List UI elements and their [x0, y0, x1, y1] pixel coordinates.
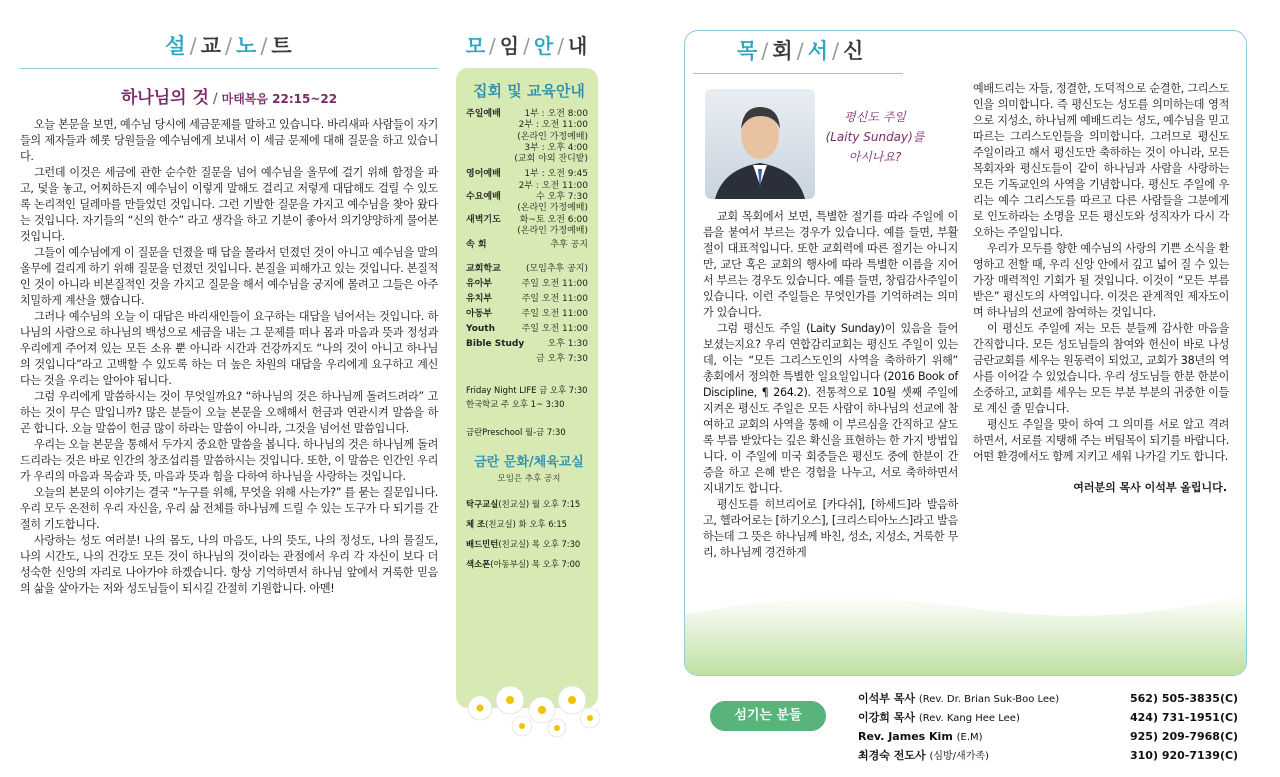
schedule-box: [456, 68, 598, 708]
staff-row: [858, 747, 1258, 766]
class-row: [466, 494, 592, 514]
education-time: (모임추후 공지): [525, 263, 588, 274]
scripture-reference: 마태복음 22:15~22: [221, 92, 338, 106]
class-name: 체 조: [466, 518, 486, 529]
divider: [693, 73, 903, 74]
education-row: [466, 277, 592, 292]
education-name: Youth: [466, 323, 495, 334]
class-name: 배드민턴: [466, 538, 499, 549]
class-row: [466, 514, 592, 534]
staff-list: [858, 690, 1258, 766]
schedule-time: 1부 : 오전 8:00: [524, 109, 588, 119]
schedule-name: 주일예배: [466, 109, 501, 119]
header-char: 서: [807, 39, 830, 63]
schedule-row: [466, 143, 592, 154]
schedule-time: (온라인 가정예배): [517, 131, 588, 142]
meeting-guide-header: 모 / 임 / 안 / 내: [465, 34, 589, 58]
divider: [20, 68, 438, 69]
culture-class-title: 금란 문화/체육교실: [474, 454, 584, 470]
laity-sunday-question: [820, 107, 930, 167]
letter-right-column: [973, 81, 1229, 495]
sermon-paragraph: 그런데 이것은 세금에 관한 순수한 질문을 넘어 예수님을 올무에 걸기 위해 함정을 파고, 덫을 놓고, 어찌하든지 예수님이 이렇게 말해도 걸리고 저렇게 대답해도 걸릴 수 있도록 논리적인 딜레마를 만들었던 것입니다. 그런 기발한 질문을 가지고 예수님을 찾아 왔다는 것입니다. 자기들의 “신의 한수” 라고 생각을 하고 기분이 좋아서 의기양양하게 물어본 것입니다.: [20, 166, 438, 243]
sermon-paragraph: 그럼 우리에게 말씀하시는 것이 무엇일까요? “하나님의 것은 하나님께 돌려드려라” 고 하는 것이 무슨 말입니까? 많은 분들이 오늘 본문을 오해해서 헌금과 연관시켜 말씀을 하곤 합니다. 오늘 말씀이 헌금 많이 하라는 말씀이 아니라, 그것을 넘어선 말씀입니다.: [20, 390, 438, 435]
schedule-name: 새벽기도: [466, 214, 501, 225]
header-char: 안: [533, 34, 555, 58]
schedule-row: [466, 120, 592, 131]
staff-phone: 925) 209-7968(C): [1130, 730, 1239, 743]
class-room: (친교실): [485, 518, 516, 529]
schedule-time: 화~토 오전 6:00: [519, 214, 588, 225]
staff-detail: (Rev. Kang Hee Lee): [918, 713, 1020, 724]
staff-name: 이석부 목사: [858, 692, 915, 705]
staff-row: [858, 709, 1258, 728]
question-line: 평신도 주일: [844, 110, 906, 124]
class-name: 색소폰: [466, 558, 491, 569]
class-row: [466, 534, 592, 554]
letter-paragraph: 우리가 모두를 향한 예수님의 사랑의 기쁜 소식을 환영하고 전할 때, 우리 신앙 안에서 깊고 넓어 질 수 있는 가장 매력적인 기회가 될 것입니다. 이것이 “모든 부름받은” 평신도의 사역입니다. 이것은 관계적인 제자도이며 하나님의 선교에 참여하는 것입니다.: [973, 242, 1229, 319]
education-time: 주일 오전 11:00: [521, 293, 588, 304]
schedule-time: 2부 : 오전 11:00: [518, 180, 588, 191]
letter-paragraph: 평신도 주일을 맞이 하여 그 의미를 서로 알고 격려하면서, 서로를 지탱해 주는 버팀목이 되기를 바랍니다. 어떤 환경에서도 함께 지키고 세워 나가길 기도 합니다.: [973, 418, 1229, 463]
sermon-title: 하나님의 것: [120, 88, 209, 108]
schedule-name: [466, 226, 510, 237]
education-row: [466, 262, 592, 277]
schedule-row: [466, 181, 592, 192]
letter-paragraph: 평신도를 히브리어로 [카다쉬], [하세드]라 발음하고, 헬라어로는 [하기오스], [크리스티아노스]라고 발음하는데 그 뜻은 하나님께 바친, 성소, 지성소, 거룩한 무리, 하나님께 경건하게: [703, 498, 958, 559]
header-char: 내: [567, 34, 589, 58]
sermon-notes-header: 설 / 교 / 노 / 트: [165, 34, 293, 58]
schedule-time: (온라인 가정예배): [517, 203, 588, 214]
education-time: 주일 오전 11:00: [521, 308, 588, 319]
schedule-name: [466, 181, 510, 192]
schedule-row: [466, 169, 592, 180]
class-time: 화 오후 6:15: [518, 518, 567, 529]
schedule-time: (온라인 가정예배): [517, 225, 588, 236]
schedule-row: [466, 240, 592, 251]
schedule-row: [466, 132, 592, 143]
pastor-photo: [705, 89, 815, 199]
staff-detail: (E.M): [956, 732, 983, 743]
staff-detail: (심방/새가족): [929, 751, 989, 762]
schedule-name: [466, 143, 510, 154]
schedule-row: [466, 154, 592, 165]
staff-phone: 562) 505-3835(C): [1130, 692, 1239, 705]
header-char: 신: [843, 39, 865, 63]
program-row: 금란Preschool 월-금 7:30: [466, 426, 566, 437]
education-name: 유아부: [466, 278, 493, 289]
schedule-time: 추후 공지: [550, 240, 588, 251]
education-name: [466, 352, 510, 367]
class-name: 탁구교실: [466, 498, 499, 509]
class-time: 목 오후 7:00: [531, 558, 581, 569]
header-char: 회: [772, 39, 794, 63]
program-row: 한국학교 주 오후 1~ 3:30: [466, 398, 565, 409]
schedule-time: 1부 : 오전 9:45: [524, 169, 588, 180]
header-char: 임: [499, 34, 521, 58]
sermon-paragraph: 그러나 예수님의 오늘 이 대답은 바리새인들이 요구하는 대답을 넘어서는 것입니다. 하나님의 사람으로 하나님의 백성으로 세금을 내는 그 문제를 떠나 몸과 마음과 뜻과 정성과 우리에게 주어져 있는 모든 소유 뿐 아니라 시간과 건강까지도 “나의 것이 아니고 하나님의 것입니다”라고 고백할 수 있도록 하는 더 높은 차원의 대답을 우리에게 요구하고 계신다는 것을 우리는 알아야 됩니다.: [20, 310, 438, 387]
sermon-title-line: 하나님의 것 / 마태복음 22:15~22: [120, 88, 338, 108]
class-room: (아동부실): [490, 558, 530, 569]
staff-name: 최경숙 전도사: [858, 749, 926, 762]
education-time: 주일 오전 11:00: [521, 323, 588, 334]
letter-paragraph: 교회 목회에서 보면, 특별한 절기를 따라 주일에 이름을 붙여서 부르는 경우가 있습니다. 예를 들면, 부활절이 대표적입니다. 또한 교회력에 따른 절기는 아니지만, 교단 혹은 교회의 행사에 따라 특별한 이름을 지어서 부르는 경우도 있습니다. 예를 들면, 창립감사주일이 있습니다. 이런 주일들은 무엇인가를 기억하려는 의미가 있습니다.: [703, 210, 958, 319]
staff-phone: 310) 920-7139(C): [1130, 749, 1239, 762]
header-char: 교: [200, 34, 222, 58]
sermon-paragraph: 사랑하는 성도 여러분! 나의 몸도, 나의 마음도, 나의 뜻도, 나의 정성도, 나의 물질도, 나의 시간도, 나의 건강도 모든 것이 하나님의 것이라는 관점에서 우리 각 자신이 보다 더 성숙한 신앙의 자리로 나아가야 하겠습니다. 항상 기억하면서 하나님 앞에서 거룩한 믿음의 삶을 살아가는 저와 성도님들이 되시길 간절히 기원합니다. 아멘!: [20, 534, 438, 595]
education-name: 아동부: [466, 308, 493, 319]
schedule-name: 영어예배: [466, 169, 501, 180]
letter-paragraph: 그럼 평신도 주일 (Laity Sunday)이 있음을 들어 보셨는지요? 우리 연합감리교회는 평신도 주일이 있는데, 이는 “모든 그리스도인의 사역을 축하하기 위해” 총회에서 정의한 특별한 일요일입니다 (2016 Book of Discipline, ¶ 264.2). 전통적으로 10월 셋째 주일에 지켜온 평신도 주일은 모든 사람이 하나님의 선교에 참여하고 교회의 사역을 통해 이 부르심을 간직하고 살도록 부름 받았다는 깊은 확신을 표현하는 한 가지 방법입니다. 이 주일에 미국 회중들은 평신도 중에 한분이 간증을 하고 은혜 받은 경험을 나누고, 서로 축하하면서 지내기도 합니다.: [703, 322, 958, 495]
question-line: 아시나요?: [848, 150, 902, 164]
sermon-paragraph: 오늘의 본문의 이야기는 결국 “누구를 위해, 무엇을 위해 사는가?” 를 묻는 질문입니다. 우리 모두 온전히 우리 자신을, 우리 삶 전체를 하나님께 드릴 수 있는 도구가 다 되기를 간절히 기도합니다.: [20, 486, 438, 531]
daisy-flowers-illustration: [462, 678, 602, 738]
header-char: 목: [737, 39, 759, 63]
schedule-name: [466, 132, 510, 143]
schedule-row: [466, 203, 592, 214]
pastor-letter-header: 목 / 회 / 서 / 신: [737, 39, 865, 63]
sermon-paragraph: 오늘 본문을 보면, 예수님 당시에 세금문제를 말하고 있습니다. 바리새파 사람들이 자기들의 제자들과 헤롯 당원들을 예수님에게 보내서 이 세금 문제에 대해 질문을 하고 있습니다.: [20, 118, 438, 163]
education-time: 오후 1:30: [547, 338, 588, 349]
staff-label-badge: 섬기는 분들: [710, 701, 826, 731]
education-time: 금 오후 7:30: [535, 353, 588, 364]
schedule-name: 수요예배: [466, 192, 501, 203]
class-room: (친교실): [498, 498, 530, 509]
schedule-name: 속 회: [466, 240, 487, 251]
culture-class-note: 모임은 추후 공지: [497, 473, 561, 484]
header-char: 노: [236, 34, 258, 58]
education-name: 교회학교: [466, 263, 501, 274]
education-row: [466, 322, 592, 337]
schedule-name: [466, 203, 510, 214]
education-name: Bible Study: [466, 338, 525, 349]
staff-row: [858, 728, 1258, 747]
letter-signature: 여러분의 목사 이석부 올립니다.: [1073, 481, 1227, 494]
schedule-time: 3부 : 오후 4:00: [524, 142, 588, 153]
class-row: [466, 554, 592, 574]
sermon-notes-section: [20, 28, 438, 768]
staff-row: [858, 690, 1258, 709]
header-char: 설: [165, 34, 187, 58]
education-name: 유치부: [466, 293, 493, 304]
class-room: (친교실): [498, 538, 530, 549]
schedule-time: (교회 야외 잔디밭): [514, 154, 588, 165]
education-row: [466, 307, 592, 322]
education-row: [466, 352, 592, 367]
staff-name: 이강희 목사: [858, 711, 915, 724]
question-line: (Laity Sunday)를: [825, 130, 925, 144]
education-row: [466, 337, 592, 352]
sermon-paragraph: 그들이 예수님에게 이 질문을 던졌을 때 답을 몰라서 던졌던 것이 아니고 예수님을 말의 올무에 걸리게 하기 위해 질문을 던졌던 것입니다. 본질을 피해가고 있는 것입니다. 본질적인 것이 아니라 비본질적인 것을 가지고 질문을 해서 예수님을 궁지에 몰려고 그들은 아주 치밀하게 계산을 했습니다.: [20, 246, 438, 307]
sermon-body: [20, 117, 438, 597]
staff-detail: (Rev. Dr. Brian Suk-Boo Lee): [918, 694, 1060, 705]
staff-phone: 424) 731-1951(C): [1130, 711, 1239, 724]
header-char: 모: [465, 34, 487, 58]
class-time: 월 오후 7:15: [531, 498, 581, 509]
schedule-row: [466, 226, 592, 237]
letter-paragraph: 이 평신도 주일에 저는 모든 분들께 감사한 마음을 간직합니다. 모든 성도님들의 참여와 헌신이 바로 나성금란교회를 세우는 원동력이 되었고, 교회가 38년의 역사를 이어갈 수 있었습니다. 우리 성도님들 한분 한분이 소중하고, 교회를 세우는 모든 부분 부분의 귀중한 이들로 계신 줄 믿습니다.: [973, 322, 1229, 415]
education-row: [466, 292, 592, 307]
schedule-time: 수 오후 7:30: [535, 192, 588, 203]
grass-background-illustration: [685, 555, 1246, 675]
schedule-box-title: 집회 및 교육안내: [473, 82, 585, 100]
schedule-row: [466, 215, 592, 226]
program-row: Friday Night LIFE 금 오후 7:30: [466, 384, 588, 395]
education-time: 주일 오전 11:00: [521, 278, 588, 289]
pastor-letter-section: [684, 30, 1247, 676]
schedule-row: [466, 192, 592, 203]
sermon-paragraph: 우리는 오늘 본문을 통해서 두가지 중요한 말씀을 봅니다. 하나님의 것은 하나님께 돌려 드리라는 것은 바로 인간의 창조섭리를 말씀하시는 것입니다. 또한, 이 말씀은 인간인 우리가 우리의 마음과 목숨과 뜻, 마음과 뜻과 힘을 다하여 하나님을 사랑하는 것입니다.: [20, 438, 438, 483]
staff-name: Rev. James Kim: [858, 730, 953, 743]
header-char: 트: [271, 34, 293, 58]
schedule-name: [466, 154, 510, 165]
class-time: 목 오후 7:30: [531, 538, 581, 549]
letter-left-column: [703, 209, 958, 561]
schedule-name: [466, 120, 510, 131]
schedule-time: 2부 : 오전 11:00: [518, 120, 588, 131]
letter-paragraph: 예배드리는 자들, 정결한, 도덕적으로 순결한, 그리스도인을 의미합니다. 즉 평신도는 성도를 의미하는데 영적으로 지성소, 하나님께 예배드리는 성도, 예수님을 믿고 따르는 그리스도인들을 의미합니다. 그러므로 평신도 주일이라고 해서 평신도만 축하하는 것이 아니라, 모든 목회자와 평신도들이 같이 하나님과 사람을 사랑하는 모든 기독교인의 사역을 기념합니다. 평신도 주일에 우리는 예수 그리스도를 따르고 다른 사람들을 그분에게로 인도하라는 소명을 모든 평신도와 성직자가 다시 각오하는 주일입니다.: [973, 82, 1229, 239]
schedule-row: [466, 109, 592, 120]
meeting-guide-section: [448, 28, 606, 768]
